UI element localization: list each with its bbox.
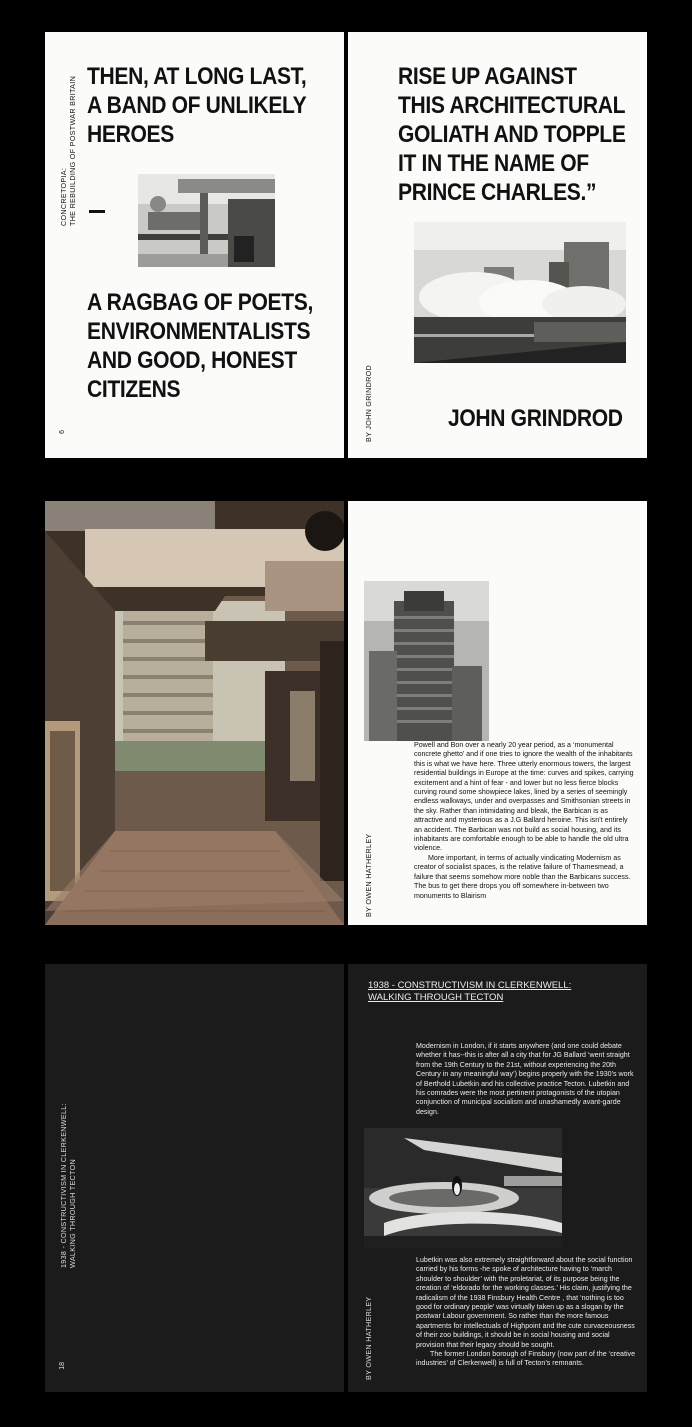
quote-top: THEN, AT LONG LAST, A BAND OF UNLIKELY HEROES [87,63,307,148]
penguin-pool-photo [364,1128,562,1248]
page-left-tecton [45,964,344,1392]
running-title [59,978,77,1268]
article-intro [416,1042,638,1117]
article-body [414,741,636,901]
byline-vertical: BY JOHN GRINDROD [364,365,373,442]
running-title-line1: CONCRETOPIA: [59,167,68,226]
quote-bottom: A RAGBAG OF POETS, ENVIRONMENTALISTS AND GOOD, HONEST CITIZENS [87,289,313,403]
article-heading [368,980,571,1004]
paragraph-1: Lubetkin was also extremely straightforward about the social function carried by his forms -he spoke of architecture having to ‘march shoulder to shoulder’ with the proletariat, of its purpose being the creation of ‘eldorado for the working classes.’ His claim, justifying the radicalism of the 1938 Finsbury Health Centre , that ‘nothing is too good for ordinary people’ was virtually taken up as a slogan by the postwar Labour government. So rather than the more famous apartments for intellectuals of Highpoint and the cute curvaceousness of their zoo buildings, it should be in social housing and social provision that their legacy should be sought. [416,1256,635,1349]
paragraph-2: The former London borough of Finsbury (now part of the ‘creative industries’ of Clerkenwell) is full of Tecton’s remnants. [416,1350,636,1368]
spread-concretopia [45,32,647,458]
tower-demolition-photo [414,222,626,363]
page-number: 6 [59,430,66,434]
article-body [416,1256,638,1369]
spread-barbican [45,501,647,925]
running-title [59,46,77,226]
running-title-line2: THE REBUILDING OF POSTWAR BRITAIN [68,75,77,226]
byline-vertical: BY OWEN HATHERLEY [364,1296,373,1380]
spread-tecton [45,964,647,1392]
barbican-walkway-photo [45,501,344,925]
concrete-walkway-photo [138,174,275,267]
quote-continuation: RISE UP AGAINST THIS ARCHITECTURAL GOLIATH AND TOPPLE IT IN THE NAME OF PRINCE CHARLES.” [398,63,626,206]
running-title-line2: WALKING THROUGH TECTON [68,1159,77,1268]
byline-vertical: BY OWEN HATHERLEY [364,833,373,917]
paragraph-1: Powell and Bon over a nearly 20 year period, as a ‘monumental concrete ghetto’ and if one tries to ignore the wealth of the inhabitants this is what we have here. Three utterly enormous towers, the largest residential buildings in Europe at the time: curves and spikes, carrying excitement and a hint of fear - and lower but no less fierce blocks curving round some showpiece lakes, lined by a series of seemingly endless walkways, under and overpasses and Smithsonian streets in the sky. Rather than intimidating and bleak, the Barbican is as attractive and mysterious as a J.G Ballard heroine. This isn’t entirely an accident. The Barbican was not build as social housing, and its inhabitants are comfortable enough to be able to handle the old ultra violence. [414,741,634,853]
page-right-tecton [348,964,647,1392]
page-left-concretopia [45,32,344,458]
page-right-barbican-text [348,501,647,925]
paragraph-2: More important, in terms of actually vindicating Modernism as creator of socialist spaces, is the relative failure of Thamesmead, a failure that seems somehow more noble than the Barbicans success. The bus to get there drops you off somewhere in-between two monuments to Blairism [414,853,631,900]
page-right-concretopia [348,32,647,458]
page-left-barbican-photo [45,501,344,925]
author-name: JOHN GRINDROD [448,405,623,432]
page-number: 18 [59,1362,66,1370]
intro-paragraph: Modernism in London, if it starts anywhere (and one could debate whether it has--this is after all a city that for JG Ballard ‘went straight from the 19th Century to the 21st, without experiencing the 20th Century in any meaningful way’) begins properly with the 1930’s work of Berthold Lubetkin and his collective practice Tecton. Lubetkin and his comrades were the most pertinent protagonists of the utopian conjunction of municipal socialism and unashamedly avant-garde design. [416,1042,634,1116]
article-heading-line2: WALKING THROUGH TECTON [368,992,504,1003]
barbican-tower-photo [364,581,489,741]
running-title-line1: 1938 - CONSTRUCTIVISM IN CLERKENWELL: [59,1103,68,1268]
article-heading-line1: 1938 - CONSTRUCTIVISM IN CLERKENWELL: [368,980,572,991]
dash-divider [89,210,105,213]
